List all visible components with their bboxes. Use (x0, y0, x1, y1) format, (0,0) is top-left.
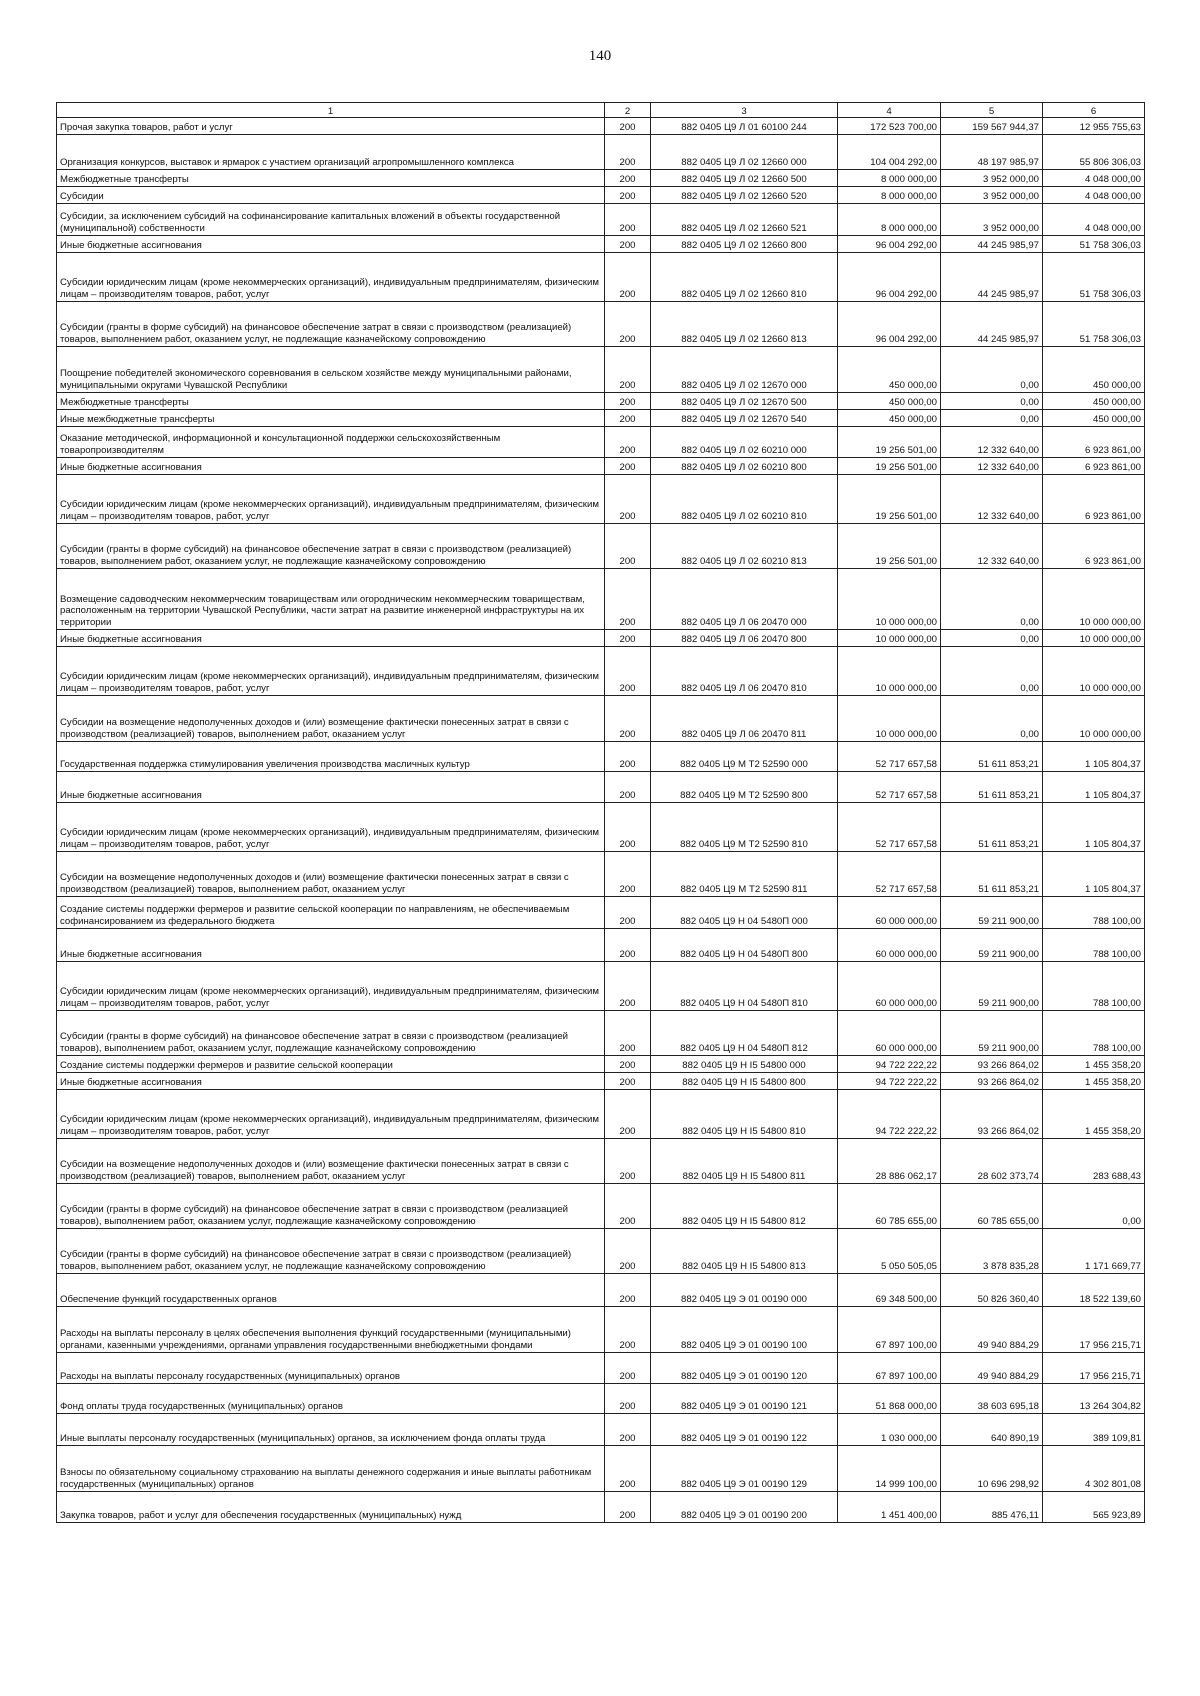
budget-classification-code: 882 0405 Ц9 Э 01 00190 129 (651, 1446, 838, 1492)
line-code: 200 (605, 1414, 651, 1446)
planned-amount: 52 717 657,58 (838, 852, 941, 897)
column-header: 1 (57, 103, 605, 118)
executed-amount: 0,00 (941, 410, 1043, 427)
budget-classification-code: 882 0405 Ц9 Л 02 12670 540 (651, 410, 838, 427)
line-code: 200 (605, 236, 651, 253)
table-row (57, 427, 1145, 458)
executed-amount: 12 332 640,00 (941, 524, 1043, 569)
planned-amount: 1 451 400,00 (838, 1492, 941, 1523)
remaining-amount: 6 923 861,00 (1043, 458, 1145, 475)
column-header: 3 (651, 103, 838, 118)
planned-amount: 60 785 655,00 (838, 1184, 941, 1229)
line-code: 200 (605, 803, 651, 852)
remaining-amount: 1 455 358,20 (1043, 1073, 1145, 1090)
executed-amount: 0,00 (941, 347, 1043, 393)
line-code: 200 (605, 458, 651, 475)
remaining-amount: 51 758 306,03 (1043, 236, 1145, 253)
budget-classification-code: 882 0405 Ц9 Н I5 54800 000 (651, 1056, 838, 1073)
remaining-amount: 10 000 000,00 (1043, 569, 1145, 630)
planned-amount: 52 717 657,58 (838, 803, 941, 852)
row-name: Субсидии юридическим лицам (кроме некоммерческих организаций), индивидуальным предпринимателям, физическим лицам – производителям товаров, работ, услуг (57, 475, 605, 524)
line-code: 200 (605, 630, 651, 647)
row-name: Субсидии (57, 187, 605, 204)
remaining-amount: 4 302 801,08 (1043, 1446, 1145, 1492)
planned-amount: 8 000 000,00 (838, 170, 941, 187)
budget-classification-code: 882 0405 Ц9 М Т2 52590 811 (651, 852, 838, 897)
executed-amount: 59 211 900,00 (941, 1011, 1043, 1056)
budget-classification-code: 882 0405 Ц9 Э 01 00190 122 (651, 1414, 838, 1446)
table-row (57, 772, 1145, 803)
remaining-amount: 1 455 358,20 (1043, 1056, 1145, 1073)
executed-amount: 50 826 360,40 (941, 1274, 1043, 1307)
budget-classification-code: 882 0405 Ц9 Э 01 00190 100 (651, 1307, 838, 1353)
budget-classification-code: 882 0405 Ц9 Л 02 12660 800 (651, 236, 838, 253)
budget-classification-code: 882 0405 Ц9 М Т2 52590 810 (651, 803, 838, 852)
line-code: 200 (605, 170, 651, 187)
table-row (57, 1384, 1145, 1414)
table-row (57, 1353, 1145, 1384)
line-code: 200 (605, 1353, 651, 1384)
row-name: Субсидии юридическим лицам (кроме некоммерческих организаций), индивидуальным предпринимателям, физическим лицам – производителям товаров, работ, услуг (57, 253, 605, 302)
executed-amount: 0,00 (941, 696, 1043, 742)
row-name: Субсидии юридическим лицам (кроме некоммерческих организаций), индивидуальным предпринимателям, физическим лицам – производителям товаров, работ, услуг (57, 803, 605, 852)
row-name: Субсидии (гранты в форме субсидий) на финансовое обеспечение затрат в связи с производством (реализацией) товаров, выполнением работ, оказанием услуг, не подлежащие казначейскому сопровождению (57, 524, 605, 569)
line-code: 200 (605, 393, 651, 410)
row-name: Субсидии (гранты в форме субсидий) на финансовое обеспечение затрат в связи с производством (реализацией) товаров, выполнением работ, оказанием услуг, не подлежащие казначейскому сопровождению (57, 1229, 605, 1274)
remaining-amount: 10 000 000,00 (1043, 696, 1145, 742)
table-row (57, 962, 1145, 1011)
budget-classification-code: 882 0405 Ц9 Л 02 60210 813 (651, 524, 838, 569)
executed-amount: 59 211 900,00 (941, 962, 1043, 1011)
remaining-amount: 4 048 000,00 (1043, 170, 1145, 187)
line-code: 200 (605, 1011, 651, 1056)
budget-classification-code: 882 0405 Ц9 Н I5 54800 800 (651, 1073, 838, 1090)
budget-classification-code: 882 0405 Ц9 Н 04 5480П 810 (651, 962, 838, 1011)
budget-classification-code: 882 0405 Ц9 Л 02 12660 813 (651, 302, 838, 347)
budget-classification-code: 882 0405 Ц9 М Т2 52590 000 (651, 742, 838, 772)
line-code: 200 (605, 1056, 651, 1073)
row-name: Расходы на выплаты персоналу в целях обеспечения выполнения функций государственными (муниципальными) органами, казенными учреждениями, органами управления государственными внебюджетными фондами (57, 1307, 605, 1353)
table-row (57, 1056, 1145, 1073)
budget-classification-code: 882 0405 Ц9 Л 02 60210 800 (651, 458, 838, 475)
table-row (57, 458, 1145, 475)
table-row (57, 647, 1145, 696)
table-row (57, 897, 1145, 929)
line-code: 200 (605, 1384, 651, 1414)
line-code: 200 (605, 410, 651, 427)
planned-amount: 69 348 500,00 (838, 1274, 941, 1307)
executed-amount: 3 952 000,00 (941, 170, 1043, 187)
budget-table (56, 102, 1145, 1523)
remaining-amount: 1 105 804,37 (1043, 803, 1145, 852)
planned-amount: 94 722 222,22 (838, 1090, 941, 1139)
table-row (57, 410, 1145, 427)
table-row (57, 742, 1145, 772)
table-row (57, 1492, 1145, 1523)
budget-classification-code: 882 0405 Ц9 Н 04 5480П 812 (651, 1011, 838, 1056)
planned-amount: 5 050 505,05 (838, 1229, 941, 1274)
line-code: 200 (605, 524, 651, 569)
row-name: Организация конкурсов, выставок и ярмарок с участием организаций агропромышленного комплекса (57, 135, 605, 170)
executed-amount: 0,00 (941, 647, 1043, 696)
row-name: Прочая закупка товаров, работ и услуг (57, 118, 605, 135)
remaining-amount: 450 000,00 (1043, 393, 1145, 410)
line-code: 200 (605, 1446, 651, 1492)
budget-classification-code: 882 0405 Ц9 Н I5 54800 812 (651, 1184, 838, 1229)
remaining-amount: 565 923,89 (1043, 1492, 1145, 1523)
executed-amount: 3 878 835,28 (941, 1229, 1043, 1274)
executed-amount: 28 602 373,74 (941, 1139, 1043, 1184)
executed-amount: 12 332 640,00 (941, 475, 1043, 524)
budget-classification-code: 882 0405 Ц9 Л 02 12670 000 (651, 347, 838, 393)
table-row (57, 852, 1145, 897)
budget-classification-code: 882 0405 Ц9 Л 02 12670 500 (651, 393, 838, 410)
remaining-amount: 10 000 000,00 (1043, 647, 1145, 696)
line-code: 200 (605, 1492, 651, 1523)
table-row (57, 475, 1145, 524)
executed-amount: 59 211 900,00 (941, 929, 1043, 962)
executed-amount: 12 332 640,00 (941, 427, 1043, 458)
budget-classification-code: 882 0405 Ц9 Л 01 60100 244 (651, 118, 838, 135)
column-header: 5 (941, 103, 1043, 118)
budget-classification-code: 882 0405 Ц9 Л 02 60210 000 (651, 427, 838, 458)
table-body (57, 118, 1145, 1523)
executed-amount: 93 266 864,02 (941, 1056, 1043, 1073)
executed-amount: 640 890,19 (941, 1414, 1043, 1446)
executed-amount: 51 611 853,21 (941, 742, 1043, 772)
planned-amount: 60 000 000,00 (838, 929, 941, 962)
planned-amount: 10 000 000,00 (838, 696, 941, 742)
budget-classification-code: 882 0405 Ц9 Н I5 54800 810 (651, 1090, 838, 1139)
budget-classification-code: 882 0405 Ц9 Э 01 00190 000 (651, 1274, 838, 1307)
planned-amount: 52 717 657,58 (838, 742, 941, 772)
executed-amount: 3 952 000,00 (941, 187, 1043, 204)
planned-amount: 67 897 100,00 (838, 1307, 941, 1353)
remaining-amount: 17 956 215,71 (1043, 1307, 1145, 1353)
planned-amount: 96 004 292,00 (838, 236, 941, 253)
table-row (57, 253, 1145, 302)
row-name: Создание системы поддержки фермеров и развитие сельской кооперации по направлениям, не обеспечиваемым софинансированием из федерального бюджета (57, 897, 605, 929)
executed-amount: 60 785 655,00 (941, 1184, 1043, 1229)
executed-amount: 12 332 640,00 (941, 458, 1043, 475)
remaining-amount: 51 758 306,03 (1043, 253, 1145, 302)
remaining-amount: 283 688,43 (1043, 1139, 1145, 1184)
executed-amount: 51 611 853,21 (941, 803, 1043, 852)
table-row (57, 302, 1145, 347)
executed-amount: 0,00 (941, 393, 1043, 410)
planned-amount: 94 722 222,22 (838, 1073, 941, 1090)
row-name: Иные бюджетные ассигнования (57, 458, 605, 475)
remaining-amount: 450 000,00 (1043, 347, 1145, 393)
table-header-row (57, 103, 1145, 118)
table-row (57, 393, 1145, 410)
line-code: 200 (605, 253, 651, 302)
row-name: Иные бюджетные ассигнования (57, 772, 605, 803)
table-row (57, 236, 1145, 253)
budget-classification-code: 882 0405 Ц9 Н I5 54800 813 (651, 1229, 838, 1274)
table-row (57, 1184, 1145, 1229)
line-code: 200 (605, 135, 651, 170)
row-name: Оказание методической, информационной и консультационной поддержки сельскохозяйственным товаропроизводителям (57, 427, 605, 458)
executed-amount: 44 245 985,97 (941, 302, 1043, 347)
executed-amount: 51 611 853,21 (941, 772, 1043, 803)
executed-amount: 0,00 (941, 569, 1043, 630)
remaining-amount: 0,00 (1043, 1184, 1145, 1229)
row-name: Государственная поддержка стимулирования увеличения производства масличных культур (57, 742, 605, 772)
line-code: 200 (605, 647, 651, 696)
table-row (57, 630, 1145, 647)
remaining-amount: 55 806 306,03 (1043, 135, 1145, 170)
budget-classification-code: 882 0405 Ц9 Л 06 20470 800 (651, 630, 838, 647)
executed-amount: 59 211 900,00 (941, 897, 1043, 929)
executed-amount: 44 245 985,97 (941, 236, 1043, 253)
budget-classification-code: 882 0405 Ц9 Э 01 00190 200 (651, 1492, 838, 1523)
planned-amount: 104 004 292,00 (838, 135, 941, 170)
row-name: Поощрение победителей экономического соревнования в сельском хозяйстве между муниципальными районами, муниципальными округами Чувашской Республики (57, 347, 605, 393)
planned-amount: 60 000 000,00 (838, 897, 941, 929)
executed-amount: 49 940 884,29 (941, 1307, 1043, 1353)
planned-amount: 67 897 100,00 (838, 1353, 941, 1384)
table-row (57, 1139, 1145, 1184)
table-row (57, 118, 1145, 135)
table-row (57, 1073, 1145, 1090)
table-row (57, 803, 1145, 852)
page-number: 140 (588, 48, 612, 64)
executed-amount: 44 245 985,97 (941, 253, 1043, 302)
executed-amount: 38 603 695,18 (941, 1384, 1043, 1414)
table-row (57, 1274, 1145, 1307)
remaining-amount: 18 522 139,60 (1043, 1274, 1145, 1307)
budget-classification-code: 882 0405 Ц9 Э 01 00190 121 (651, 1384, 838, 1414)
planned-amount: 19 256 501,00 (838, 524, 941, 569)
budget-classification-code: 882 0405 Ц9 М Т2 52590 800 (651, 772, 838, 803)
row-name: Субсидии на возмещение недополученных доходов и (или) возмещение фактически понесенных затрат в связи с производством (реализацией) товаров, выполнением работ, оказанием услуг (57, 852, 605, 897)
planned-amount: 51 868 000,00 (838, 1384, 941, 1414)
planned-amount: 10 000 000,00 (838, 630, 941, 647)
table-row (57, 1414, 1145, 1446)
line-code: 200 (605, 742, 651, 772)
budget-classification-code: 882 0405 Ц9 Л 02 12660 810 (651, 253, 838, 302)
table-row (57, 569, 1145, 630)
planned-amount: 19 256 501,00 (838, 458, 941, 475)
executed-amount: 10 696 298,92 (941, 1446, 1043, 1492)
budget-classification-code: 882 0405 Ц9 Н 04 5480П 000 (651, 897, 838, 929)
row-name: Иные бюджетные ассигнования (57, 929, 605, 962)
line-code: 200 (605, 302, 651, 347)
table-row (57, 929, 1145, 962)
remaining-amount: 13 264 304,82 (1043, 1384, 1145, 1414)
budget-classification-code: 882 0405 Ц9 Л 02 12660 000 (651, 135, 838, 170)
row-name: Субсидии (гранты в форме субсидий) на финансовое обеспечение затрат в связи с производством (реализацией товаров), выполнением работ, оказанием услуг, подлежащие казначейскому сопровождению (57, 1184, 605, 1229)
planned-amount: 14 999 100,00 (838, 1446, 941, 1492)
budget-classification-code: 882 0405 Ц9 Н I5 54800 811 (651, 1139, 838, 1184)
planned-amount: 96 004 292,00 (838, 253, 941, 302)
line-code: 200 (605, 569, 651, 630)
budget-classification-code: 882 0405 Ц9 Л 02 12660 520 (651, 187, 838, 204)
column-header: 2 (605, 103, 651, 118)
remaining-amount: 1 455 358,20 (1043, 1090, 1145, 1139)
row-name: Иные выплаты персоналу государственных (муниципальных) органов, за исключением фонда оплаты труда (57, 1414, 605, 1446)
line-code: 200 (605, 475, 651, 524)
planned-amount: 1 030 000,00 (838, 1414, 941, 1446)
remaining-amount: 6 923 861,00 (1043, 427, 1145, 458)
line-code: 200 (605, 118, 651, 135)
planned-amount: 8 000 000,00 (838, 204, 941, 236)
line-code: 200 (605, 929, 651, 962)
table-row (57, 696, 1145, 742)
remaining-amount: 788 100,00 (1043, 1011, 1145, 1056)
budget-classification-code: 882 0405 Ц9 Л 02 12660 500 (651, 170, 838, 187)
planned-amount: 19 256 501,00 (838, 475, 941, 524)
row-name: Иные бюджетные ассигнования (57, 236, 605, 253)
planned-amount: 450 000,00 (838, 393, 941, 410)
line-code: 200 (605, 204, 651, 236)
executed-amount: 51 611 853,21 (941, 852, 1043, 897)
planned-amount: 52 717 657,58 (838, 772, 941, 803)
budget-classification-code: 882 0405 Ц9 Н 04 5480П 800 (651, 929, 838, 962)
remaining-amount: 389 109,81 (1043, 1414, 1145, 1446)
budget-classification-code: 882 0405 Ц9 Л 02 60210 810 (651, 475, 838, 524)
row-name: Возмещение садоводческим некоммерческим товариществам или огородническим некоммерческим товариществам, расположенным на территории Чувашской Республики, части затрат на развитие инженерной инфраструктуры на их территории (57, 569, 605, 630)
line-code: 200 (605, 1090, 651, 1139)
budget-classification-code: 882 0405 Ц9 Л 02 12660 521 (651, 204, 838, 236)
row-name: Субсидии юридическим лицам (кроме некоммерческих организаций), индивидуальным предпринимателям, физическим лицам – производителям товаров, работ, услуг (57, 1090, 605, 1139)
budget-classification-code: 882 0405 Ц9 Э 01 00190 120 (651, 1353, 838, 1384)
row-name: Иные бюджетные ассигнования (57, 630, 605, 647)
remaining-amount: 51 758 306,03 (1043, 302, 1145, 347)
column-header: 4 (838, 103, 941, 118)
remaining-amount: 1 105 804,37 (1043, 852, 1145, 897)
row-name: Иные бюджетные ассигнования (57, 1073, 605, 1090)
remaining-amount: 6 923 861,00 (1043, 524, 1145, 569)
line-code: 200 (605, 1307, 651, 1353)
line-code: 200 (605, 852, 651, 897)
executed-amount: 49 940 884,29 (941, 1353, 1043, 1384)
executed-amount: 93 266 864,02 (941, 1073, 1043, 1090)
line-code: 200 (605, 427, 651, 458)
planned-amount: 10 000 000,00 (838, 569, 941, 630)
budget-classification-code: 882 0405 Ц9 Л 06 20470 810 (651, 647, 838, 696)
row-name: Обеспечение функций государственных органов (57, 1274, 605, 1307)
table-row (57, 1090, 1145, 1139)
table-row (57, 524, 1145, 569)
line-code: 200 (605, 696, 651, 742)
row-name: Создание системы поддержки фермеров и развитие сельской кооперации (57, 1056, 605, 1073)
remaining-amount: 788 100,00 (1043, 962, 1145, 1011)
table-row (57, 170, 1145, 187)
line-code: 200 (605, 962, 651, 1011)
row-name: Иные межбюджетные трансферты (57, 410, 605, 427)
row-name: Субсидии (гранты в форме субсидий) на финансовое обеспечение затрат в связи с производством (реализацией) товаров, выполнением работ, оказанием услуг, не подлежащие казначейскому сопровождению (57, 302, 605, 347)
row-name: Субсидии, за исключением субсидий на софинансирование капитальных вложений в объекты государственной (муниципальной) собственности (57, 204, 605, 236)
remaining-amount: 788 100,00 (1043, 929, 1145, 962)
planned-amount: 96 004 292,00 (838, 302, 941, 347)
row-name: Расходы на выплаты персоналу государственных (муниципальных) органов (57, 1353, 605, 1384)
row-name: Субсидии на возмещение недополученных доходов и (или) возмещение фактически понесенных затрат в связи с производством (реализацией) товаров, выполнением работ, оказанием услуг (57, 696, 605, 742)
line-code: 200 (605, 1274, 651, 1307)
remaining-amount: 17 956 215,71 (1043, 1353, 1145, 1384)
table-row (57, 1307, 1145, 1353)
planned-amount: 172 523 700,00 (838, 118, 941, 135)
table-row (57, 204, 1145, 236)
executed-amount: 159 567 944,37 (941, 118, 1043, 135)
table-row (57, 1229, 1145, 1274)
row-name: Фонд оплаты труда государственных (муниципальных) органов (57, 1384, 605, 1414)
planned-amount: 60 000 000,00 (838, 962, 941, 1011)
table-row (57, 347, 1145, 393)
planned-amount: 60 000 000,00 (838, 1011, 941, 1056)
table-row (57, 135, 1145, 170)
planned-amount: 450 000,00 (838, 347, 941, 393)
executed-amount: 3 952 000,00 (941, 204, 1043, 236)
executed-amount: 93 266 864,02 (941, 1090, 1043, 1139)
row-name: Межбюджетные трансферты (57, 393, 605, 410)
row-name: Субсидии юридическим лицам (кроме некоммерческих организаций), индивидуальным предпринимателям, физическим лицам – производителям товаров, работ, услуг (57, 647, 605, 696)
line-code: 200 (605, 897, 651, 929)
planned-amount: 28 886 062,17 (838, 1139, 941, 1184)
row-name: Субсидии на возмещение недополученных доходов и (или) возмещение фактически понесенных затрат в связи с производством (реализацией) товаров, выполнением работ, оказанием услуг (57, 1139, 605, 1184)
remaining-amount: 788 100,00 (1043, 897, 1145, 929)
remaining-amount: 1 171 669,77 (1043, 1229, 1145, 1274)
row-name: Закупка товаров, работ и услуг для обеспечения государственных (муниципальных) нужд (57, 1492, 605, 1523)
line-code: 200 (605, 347, 651, 393)
line-code: 200 (605, 1184, 651, 1229)
table-row (57, 1446, 1145, 1492)
executed-amount: 48 197 985,97 (941, 135, 1043, 170)
budget-classification-code: 882 0405 Ц9 Л 06 20470 000 (651, 569, 838, 630)
line-code: 200 (605, 772, 651, 803)
planned-amount: 10 000 000,00 (838, 647, 941, 696)
remaining-amount: 1 105 804,37 (1043, 772, 1145, 803)
planned-amount: 450 000,00 (838, 410, 941, 427)
executed-amount: 885 476,11 (941, 1492, 1043, 1523)
row-name: Субсидии (гранты в форме субсидий) на финансовое обеспечение затрат в связи с производством (реализацией товаров), выполнением работ, оказанием услуг, подлежащие казначейскому сопровождению (57, 1011, 605, 1056)
column-header: 6 (1043, 103, 1145, 118)
line-code: 200 (605, 1139, 651, 1184)
row-name: Межбюджетные трансферты (57, 170, 605, 187)
remaining-amount: 4 048 000,00 (1043, 187, 1145, 204)
row-name: Взносы по обязательному социальному страхованию на выплаты денежного содержания и иные выплаты работникам государственных (муниципальных) органов (57, 1446, 605, 1492)
line-code: 200 (605, 187, 651, 204)
line-code: 200 (605, 1073, 651, 1090)
remaining-amount: 12 955 755,63 (1043, 118, 1145, 135)
executed-amount: 0,00 (941, 630, 1043, 647)
planned-amount: 94 722 222,22 (838, 1056, 941, 1073)
remaining-amount: 1 105 804,37 (1043, 742, 1145, 772)
row-name: Субсидии юридическим лицам (кроме некоммерческих организаций), индивидуальным предпринимателям, физическим лицам – производителям товаров, работ, услуг (57, 962, 605, 1011)
remaining-amount: 4 048 000,00 (1043, 204, 1145, 236)
remaining-amount: 6 923 861,00 (1043, 475, 1145, 524)
remaining-amount: 450 000,00 (1043, 410, 1145, 427)
budget-classification-code: 882 0405 Ц9 Л 06 20470 811 (651, 696, 838, 742)
table-row (57, 1011, 1145, 1056)
remaining-amount: 10 000 000,00 (1043, 630, 1145, 647)
table-row (57, 187, 1145, 204)
planned-amount: 8 000 000,00 (838, 187, 941, 204)
planned-amount: 19 256 501,00 (838, 427, 941, 458)
line-code: 200 (605, 1229, 651, 1274)
